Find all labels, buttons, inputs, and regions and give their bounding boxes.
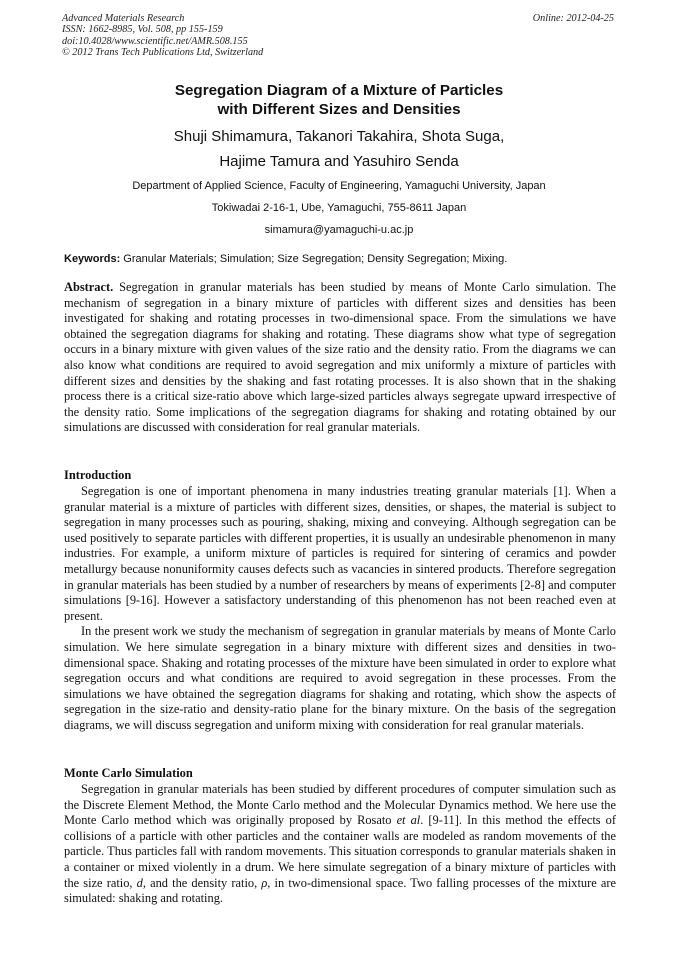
mc-symbol-d: d xyxy=(136,875,143,890)
keywords-label: Keywords: xyxy=(64,253,121,265)
journal-copyright: © 2012 Trans Tech Publications Ltd, Switzerland xyxy=(62,47,264,59)
abstract-text: Segregation in granular materials has been studied by means of Monte Carlo simulation. The mechanism of segregation in a binary mixture of particles with different sizes and densities has been investigated for shaking and rotating processes in two-dimensional space. From the simulations we have obtained the segregation diagrams for shaking and rotating. These diagrams show what type of segregation occurs in a binary mixture with given values of the size ratio and the density ratio. From the diagrams we can also know what conditions are required to avoid segregation and mix uniformly a mixture of particles with different sizes and densities by the shaking and fast rotating processes. It is also shown that in the shaking process there is a critical size-ratio above which large-sized particles always segregate upward irrespective of the density ratio. Some implications of the segregation diagrams for shaking and rotating obtained by our simulations are discussed with consideration for real granular materials. xyxy=(64,280,616,435)
mc-text-e: , in two-dimensional space. Two falling processes of the mixture are simulated: shaking and rotating. xyxy=(64,875,616,906)
keywords-text: Granular Materials; Simulation; Size Segregation; Density Segregation; Mixing. xyxy=(120,253,508,265)
journal-doi: doi:10.4028/www.scientific.net/AMR.508.155 xyxy=(62,35,248,47)
mc-symbol-rho: ρ xyxy=(261,875,268,890)
mc-et-al: et al xyxy=(396,813,421,828)
journal-name: Advanced Materials Research xyxy=(62,13,185,24)
mc-text-c: , and the density ratio, xyxy=(142,875,262,890)
affiliation-address: Tokiwadai 2-16-1, Ube, Yamaguchi, 755-8611 Japan xyxy=(211,202,467,214)
section-introduction xyxy=(64,484,616,734)
title-line-2: with Different Sizes and Densities xyxy=(217,101,461,118)
online-date: Online: 2012-04-25 xyxy=(532,13,614,24)
title-line-1: Segregation Diagram of a Mixture of Particles xyxy=(174,82,504,99)
journal-issn: ISSN: 1662-8985, Vol. 508, pp 155-159 xyxy=(62,24,223,36)
keywords xyxy=(64,252,616,266)
authors-line-1: Shuji Shimamura, Takanori Takahira, Shota Suga, xyxy=(173,128,505,145)
section-heading-monte-carlo: Monte Carlo Simulation xyxy=(64,766,193,780)
abstract-paragraph xyxy=(64,280,616,436)
intro-paragraph-1: Segregation is one of important phenomena in many industries treating granular materials [1]. When a granular material is a mixture of particles with different sizes, densities, or shapes, the material is subject to segregation in many processes such as pouring, shaking, mixing and conveying. Although segregation can be used positively to separate particles with different properties, it is usually an undesirable phenomenon in many industries. For example, a uniform mixture of particles is required for sintering of ceramics and powder metallurgy because nonuniformity causes defects such as vacancies in sintered products. Therefore segregation in granular materials has been studied by a number of researchers by means of experiments [2-8] and computer simulations [9-16]. However a satisfactory understanding of this phenomenon has not been reached even at present. xyxy=(64,484,616,623)
abstract xyxy=(64,280,616,436)
affiliation-department: Department of Applied Science, Faculty of Engineering, Yamaguchi University, Japan xyxy=(132,180,546,192)
authors-line-2: Hajime Tamura and Yasuhiro Senda xyxy=(219,153,459,170)
mc-text-b: . [9-11]. In this method the effects of collisions of a particle with other particles and the container walls are modeled as random movements of the particle. Thus particles fall with random movements. This situation corresponds to granular materials shaken in a container or mixed violently in a drum. We here simulate segregation of a binary mixture of particles with the size ratio, xyxy=(64,813,616,890)
mc-paragraph-1 xyxy=(64,782,616,907)
mc-text-a: Segregation in granular materials has been studied by different procedures of computer simulation such as the Discrete Element Method, the Monte Carlo method and the Molecular Dynamics method. We here use the Monte Carlo method which was originally proposed by Rosato xyxy=(64,782,616,828)
abstract-label: Abstract. xyxy=(64,280,114,294)
section-heading-introduction: Introduction xyxy=(64,468,132,482)
author-email[interactable]: simamura@yamaguchi-u.ac.jp xyxy=(264,224,414,236)
affiliation xyxy=(0,175,678,241)
journal-header xyxy=(62,13,263,59)
intro-paragraph-2: In the present work we study the mechanism of segregation in granular materials by means of Monte Carlo simulation. We here simulate segregation in a binary mixture with different sizes and densities in two-dimensional space. Shaking and rotating processes of the mixture have been simulated in order to explore what segregation occurs and what conditions are required to avoid segregation in these processes. From the simulations we have obtained the segregation diagrams for shaking and rotating, which show the aspects of segregation in the size-ratio and density-ratio plane for the binary mixture. On the basis of the segregation diagrams, we will discuss segregation and uniform mixing with consideration for real granular materials. xyxy=(64,624,616,732)
author-list xyxy=(0,124,678,174)
section-monte-carlo xyxy=(64,782,616,907)
paper-title xyxy=(0,81,678,119)
